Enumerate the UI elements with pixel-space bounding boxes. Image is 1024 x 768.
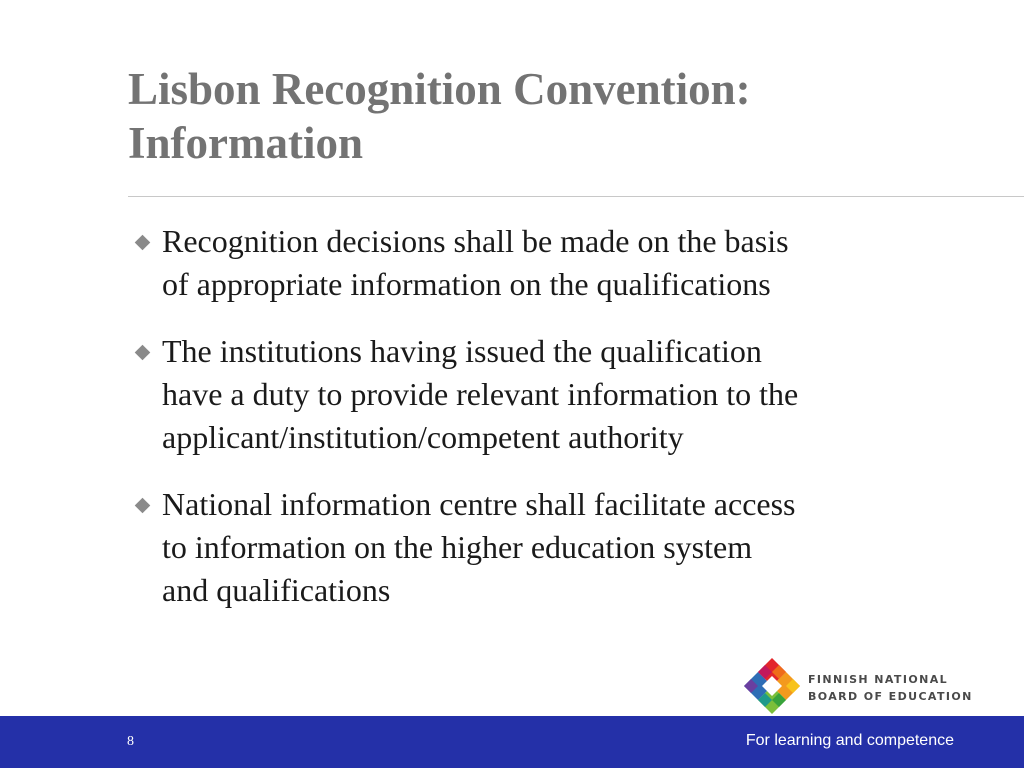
- bullet-line: The institutions having issued the qualification: [162, 333, 762, 369]
- bullet-text: [162, 483, 978, 612]
- footer-bar: [0, 716, 1024, 768]
- footer-tagline: For learning and competence: [745, 732, 954, 749]
- logo-text: [808, 671, 973, 705]
- bullet-line: of appropriate information on the qualifications: [162, 266, 771, 302]
- logo-text-line: FINNISH NATIONAL: [808, 673, 949, 686]
- bullet-item: [128, 483, 978, 612]
- slide-title: [128, 62, 988, 170]
- bullet-item: [128, 220, 978, 306]
- slide-title-line: Information: [128, 118, 363, 168]
- bullet-line: have a duty to provide relevant information to the: [162, 376, 799, 412]
- page-number: 8: [127, 734, 134, 749]
- bullet-text: [162, 330, 978, 459]
- bullet-line: National information centre shall facilitate access: [162, 486, 796, 522]
- bullet-line: to information on the higher education system: [162, 529, 753, 565]
- bullet-line: and qualifications: [162, 572, 391, 608]
- diamond-bullet-icon: [135, 345, 151, 361]
- diamond-bullet-icon: [135, 235, 151, 251]
- logo-text-line: BOARD OF EDUCATION: [808, 690, 973, 703]
- colorful-diamond-logo-icon: [742, 656, 802, 716]
- bullet-line: Recognition decisions shall be made on the basis: [162, 223, 789, 259]
- diamond-bullet-icon: [135, 498, 151, 514]
- title-divider: [128, 196, 1024, 197]
- bullet-list: [128, 220, 978, 612]
- organization-logo: [742, 656, 973, 716]
- bullet-text: [162, 220, 978, 306]
- bullet-item: [128, 330, 978, 459]
- bullet-line: applicant/institution/competent authority: [162, 419, 684, 455]
- slide-title-line: Lisbon Recognition Convention:: [128, 64, 751, 114]
